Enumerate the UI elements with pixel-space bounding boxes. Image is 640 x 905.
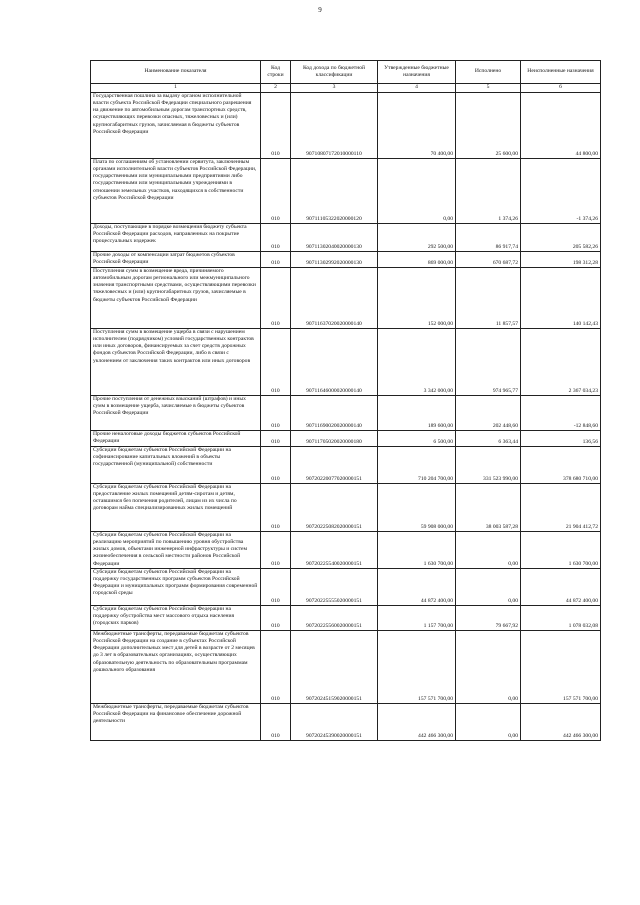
row-executed: 11 857,57 xyxy=(456,268,521,329)
row-remaining: -12 848,60 xyxy=(521,396,601,431)
row-remaining: 378 680 710,00 xyxy=(521,447,601,484)
row-remaining: 136,56 xyxy=(521,431,601,447)
table-row xyxy=(91,569,601,606)
row-line-code: 010 xyxy=(261,329,291,396)
row-income-code: 90720245159020000151 xyxy=(291,631,378,704)
row-line-code: 010 xyxy=(261,569,291,606)
row-executed: 86 917,74 xyxy=(456,224,521,252)
row-approved: 869 000,00 xyxy=(378,252,456,268)
row-income-code: 90720225082020000151 xyxy=(291,484,378,532)
row-approved: 157 571 700,00 xyxy=(378,631,456,704)
row-line-code: 010 xyxy=(261,93,291,159)
row-indicator-name: Прочие неналоговые доходы бюджетов субъектов Российской Федерации xyxy=(91,431,261,447)
row-executed: 0,00 xyxy=(456,569,521,606)
row-executed: 38 003 587,28 xyxy=(456,484,521,532)
header-approved: Утвержденные бюджетные назначения xyxy=(378,61,456,84)
row-income-code: 90720225540020000151 xyxy=(291,532,378,569)
row-indicator-name: Поступления сумм в возмещение вреда, причиняемого автомобильным дорогам регионального или межмуниципального значения транспортными средствами, осуществляющими перевозки тяжеловесных и (или) крупногабаритных грузов, зачисляемые в бюджеты субъектов Российской Федерации xyxy=(91,268,261,329)
row-income-code: 90711637020020000140 xyxy=(291,268,378,329)
row-approved: 442 466 300,00 xyxy=(378,704,456,741)
column-number: 6 xyxy=(521,84,601,93)
row-remaining: 1 078 032,08 xyxy=(521,606,601,631)
row-indicator-name: Поступления сумм в возмещение ущерба в связи с нарушением исполнителем (подрядчиком) условий государственных контрактов или иных договоров, финансируемых за счет средств дорожных фондов субъектов Российской Федерации, либо в связи с уклонением от заключения таких контрактов или иных договоров xyxy=(91,329,261,396)
row-indicator-name: Субсидии бюджетам субъектов Российской Федерации на предоставление жилых помещений детям-сиротам и детям, оставшимся без попечения родителей, лицам из их числа по договорам найма специализированных жилых помещений xyxy=(91,484,261,532)
column-number-row xyxy=(91,84,601,93)
row-line-code: 010 xyxy=(261,532,291,569)
row-remaining: 205 582,26 xyxy=(521,224,601,252)
table-row xyxy=(91,447,601,484)
row-line-code: 010 xyxy=(261,431,291,447)
row-income-code: 90711302992020000130 xyxy=(291,252,378,268)
column-number: 4 xyxy=(378,84,456,93)
row-executed: 1 374,26 xyxy=(456,159,521,224)
row-remaining: 44 872 400,00 xyxy=(521,569,601,606)
row-income-code: 90720225555020000151 xyxy=(291,569,378,606)
row-approved: 1 157 700,00 xyxy=(378,606,456,631)
row-executed: 331 523 990,00 xyxy=(456,447,521,484)
row-remaining: 44 800,00 xyxy=(521,93,601,159)
row-indicator-name: Субсидии бюджетам субъектов Российской Федерации на поддержку обустройства мест массового отдыха населения (городских парков) xyxy=(91,606,261,631)
row-remaining: 157 571 700,00 xyxy=(521,631,601,704)
column-number: 3 xyxy=(291,84,378,93)
row-indicator-name: Межбюджетные трансферты, передаваемые бюджетам субъектов Российской Федерации на финансовое обеспечение дорожной деятельности xyxy=(91,704,261,741)
row-income-code: 90710807172010000110 xyxy=(291,93,378,159)
row-remaining: 1 630 700,00 xyxy=(521,532,601,569)
row-approved: 0,00 xyxy=(378,159,456,224)
row-indicator-name: Субсидии бюджетам субъектов Российской Федерации на поддержку государственных программ субъектов Российской Федерации и муниципальных программ формирования современной городской среды xyxy=(91,569,261,606)
row-executed: 0,00 xyxy=(456,631,521,704)
row-approved: 3 342 000,00 xyxy=(378,329,456,396)
row-approved: 70 400,00 xyxy=(378,93,456,159)
row-income-code: 90720245390020000151 xyxy=(291,704,378,741)
table-row xyxy=(91,159,601,224)
row-approved: 44 872 400,00 xyxy=(378,569,456,606)
row-line-code: 010 xyxy=(261,159,291,224)
row-approved: 292 500,00 xyxy=(378,224,456,252)
table-row xyxy=(91,431,601,447)
header-row xyxy=(91,61,601,84)
row-indicator-name: Субсидии бюджетам субъектов Российской Федерации на софинансирование капитальных вложений в объекты государственной (муниципальной) собственности xyxy=(91,447,261,484)
row-approved: 189 600,00 xyxy=(378,396,456,431)
row-line-code: 010 xyxy=(261,396,291,431)
row-executed: 79 667,92 xyxy=(456,606,521,631)
row-indicator-name: Субсидии бюджетам субъектов Российской Федерации на реализацию мероприятий по повышению уровня обустройства жилых домов, объектами инженерной инфраструктуры и систем жизнеобеспечения в сельской местности районов Российской Федерации xyxy=(91,532,261,569)
row-remaining: 140 142,43 xyxy=(521,268,601,329)
row-executed: 0,00 xyxy=(456,704,521,741)
row-line-code: 010 xyxy=(261,484,291,532)
table-row xyxy=(91,484,601,532)
row-line-code: 010 xyxy=(261,224,291,252)
row-income-code: 90720220077020000151 xyxy=(291,447,378,484)
row-executed: 0,00 xyxy=(456,532,521,569)
row-indicator-name: Межбюджетные трансферты, передаваемые бюджетам субъектов Российской Федерации на создание в субъектах Российской Федерации дополнительных мест для детей в возрасте от 2 месяцев до 3 лет в образовательных организациях, осуществляющих образовательную деятельность по образовательным программам дошкольного образования xyxy=(91,631,261,704)
header-remaining: Неисполненные назначения xyxy=(521,61,601,84)
row-line-code: 010 xyxy=(261,447,291,484)
header-line-code: Код строки xyxy=(261,61,291,84)
row-income-code: 90720225560020000151 xyxy=(291,606,378,631)
row-income-code: 90711690020020000140 xyxy=(291,396,378,431)
row-approved: 710 204 700,00 xyxy=(378,447,456,484)
row-indicator-name: Плата по соглашениям об установлении сервитута, заключенным органами исполнительной власти субъектов Российской Федерации, государственными или муниципальными предприятиями либо государственными или муниципальными учреждениями в отношении земельных участков, находящихся в собственности субъектов Российской Федерации xyxy=(91,159,261,224)
row-executed: 670 687,72 xyxy=(456,252,521,268)
row-line-code: 010 xyxy=(261,606,291,631)
column-number: 2 xyxy=(261,84,291,93)
row-remaining: 442 466 300,00 xyxy=(521,704,601,741)
column-number: 1 xyxy=(91,84,261,93)
row-remaining: 2 367 034,23 xyxy=(521,329,601,396)
row-income-code: 90711646000020000140 xyxy=(291,329,378,396)
row-remaining: 21 904 412,72 xyxy=(521,484,601,532)
row-approved: 152 000,00 xyxy=(378,268,456,329)
row-approved: 59 908 000,00 xyxy=(378,484,456,532)
row-income-code: 90711705020020000180 xyxy=(291,431,378,447)
table-row xyxy=(91,93,601,159)
table-row xyxy=(91,268,601,329)
row-executed: 202 448,60 xyxy=(456,396,521,431)
row-executed: 974 965,77 xyxy=(456,329,521,396)
row-line-code: 010 xyxy=(261,704,291,741)
header-indicator-name: Наименование показателя xyxy=(91,61,261,84)
table-row xyxy=(91,532,601,569)
row-income-code: 90711105322020000120 xyxy=(291,159,378,224)
row-approved: 6 500,00 xyxy=(378,431,456,447)
page-number: 9 xyxy=(318,6,322,14)
row-indicator-name: Прочие доходы от компенсации затрат бюджетов субъектов Российской Федерации xyxy=(91,252,261,268)
row-executed: 6 363,44 xyxy=(456,431,521,447)
table-row xyxy=(91,224,601,252)
row-remaining: 198 312,28 xyxy=(521,252,601,268)
row-indicator-name: Доходы, поступающие в порядке возмещения бюджету субъекта Российской Федерации расходов, направленных на покрытие процессуальных издержек xyxy=(91,224,261,252)
column-number: 5 xyxy=(456,84,521,93)
row-indicator-name: Государственная пошлина за выдачу органом исполнительной власти субъекта Российской Федерации специального разрешения на движение по автомобильным дорогам транспортных средств, осуществляющих перевозки опасных, тяжеловесных и (или) крупногабаритных грузов, зачисляемая в бюджеты субъектов Российской Федерации xyxy=(91,93,261,159)
table-row xyxy=(91,396,601,431)
table-row xyxy=(91,606,601,631)
budget-execution-table xyxy=(90,60,601,741)
row-line-code: 010 xyxy=(261,268,291,329)
row-line-code: 010 xyxy=(261,252,291,268)
table-row xyxy=(91,329,601,396)
row-remaining: -1 374,26 xyxy=(521,159,601,224)
row-indicator-name: Прочие поступления от денежных взысканий (штрафов) и иных сумм в возмещение ущерба, зачисляемые в бюджеты субъектов Российской Федерации xyxy=(91,396,261,431)
row-executed: 25 600,00 xyxy=(456,93,521,159)
row-line-code: 010 xyxy=(261,631,291,704)
header-executed: Исполнено xyxy=(456,61,521,84)
table-row xyxy=(91,631,601,704)
row-approved: 1 630 700,00 xyxy=(378,532,456,569)
table-row xyxy=(91,252,601,268)
row-income-code: 90711302040020000130 xyxy=(291,224,378,252)
header-income-code: Код дохода по бюджетной классификации xyxy=(291,61,378,84)
table-row xyxy=(91,704,601,741)
